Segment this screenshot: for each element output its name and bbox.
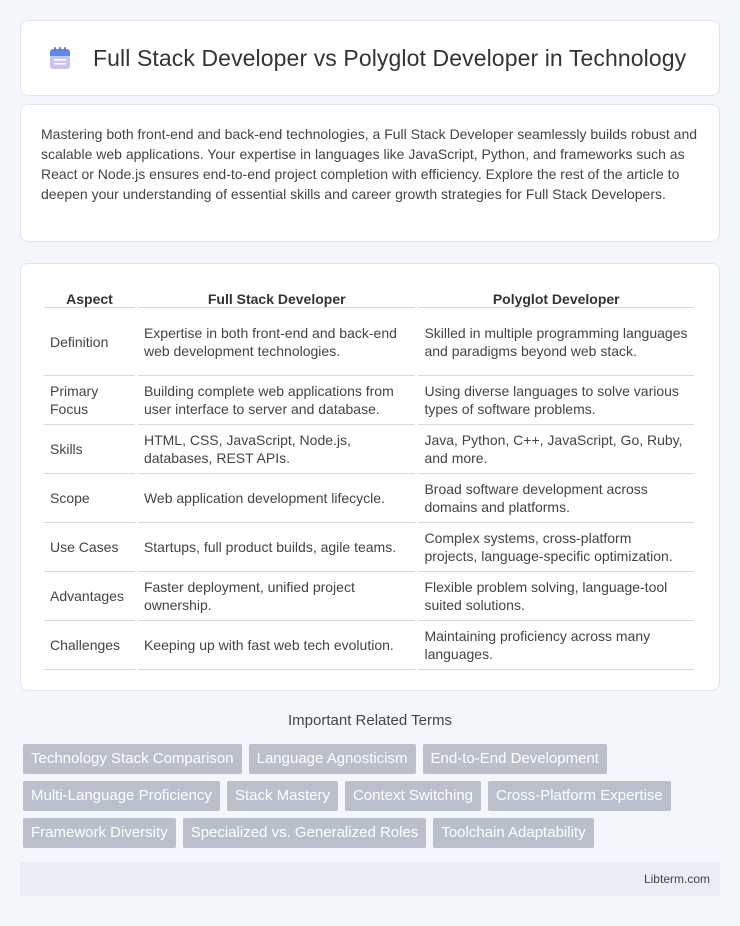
column-header-full-stack: Full Stack Developer bbox=[138, 284, 416, 308]
column-header-aspect: Aspect bbox=[44, 284, 135, 308]
comparison-card bbox=[20, 263, 720, 691]
table-row bbox=[44, 425, 694, 474]
table-row bbox=[44, 572, 694, 621]
aspect-cell: Primary Focus bbox=[44, 376, 135, 425]
table-row bbox=[44, 308, 694, 376]
related-term-tag[interactable]: Stack Mastery bbox=[227, 781, 338, 811]
full-stack-cell: Expertise in both front-end and back-end web development technologies. bbox=[138, 308, 416, 376]
full-stack-cell: Startups, full product builds, agile teams. bbox=[138, 523, 416, 572]
intro-text: Mastering both front-end and back-end technologies, a Full Stack Developer seamlessly builds robust and scalable web applications. Your expertise in languages like JavaScript, Python, and frameworks such as React or Node.js ensures end-to-end project completion with efficiency. Explore the rest of the article to deepen your understanding of essential skills and career growth strategies for Full Stack Developers. bbox=[41, 126, 698, 202]
page-title: Full Stack Developer vs Polyglot Developer in Technology bbox=[93, 44, 687, 71]
table-row bbox=[44, 621, 694, 670]
column-header-polyglot: Polyglot Developer bbox=[418, 284, 694, 308]
related-term-tag[interactable]: Framework Diversity bbox=[23, 818, 176, 848]
table-row bbox=[44, 523, 694, 572]
aspect-cell: Scope bbox=[44, 474, 135, 523]
aspect-cell: Use Cases bbox=[44, 523, 135, 572]
related-term-tag[interactable]: End-to-End Development bbox=[423, 744, 607, 774]
related-terms-title: Important Related Terms bbox=[288, 712, 452, 729]
intro-card bbox=[20, 104, 720, 242]
table-row bbox=[44, 376, 694, 425]
polyglot-cell: Broad software development across domains and platforms. bbox=[418, 474, 694, 523]
aspect-cell: Challenges bbox=[44, 621, 135, 670]
polyglot-cell: Using diverse languages to solve various types of software problems. bbox=[418, 376, 694, 425]
polyglot-cell: Maintaining proficiency across many languages. bbox=[418, 621, 694, 670]
aspect-cell: Skills bbox=[44, 425, 135, 474]
comparison-table bbox=[41, 284, 697, 670]
related-term-tag[interactable]: Language Agnosticism bbox=[249, 744, 416, 774]
full-stack-cell: Building complete web applications from user interface to server and database. bbox=[138, 376, 416, 425]
polyglot-cell: Java, Python, C++, JavaScript, Go, Ruby, and more. bbox=[418, 425, 694, 474]
tag-row bbox=[23, 744, 723, 774]
full-stack-cell: HTML, CSS, JavaScript, Node.js, databases, REST APIs. bbox=[138, 425, 416, 474]
polyglot-cell: Skilled in multiple programming languages and paradigms beyond web stack. bbox=[418, 308, 694, 376]
table-row bbox=[44, 474, 694, 523]
related-term-tag[interactable]: Context Switching bbox=[345, 781, 481, 811]
aspect-cell: Definition bbox=[44, 308, 135, 376]
related-term-tag[interactable]: Technology Stack Comparison bbox=[23, 744, 242, 774]
related-term-tag[interactable]: Specialized vs. Generalized Roles bbox=[183, 818, 427, 848]
tag-row bbox=[23, 818, 723, 848]
footer bbox=[20, 862, 720, 896]
header-card bbox=[20, 20, 720, 96]
full-stack-cell: Faster deployment, unified project ownership. bbox=[138, 572, 416, 621]
notepad-icon bbox=[47, 45, 73, 71]
related-term-tag[interactable]: Toolchain Adaptability bbox=[433, 818, 593, 848]
tag-row bbox=[23, 781, 723, 811]
related-term-tag[interactable]: Cross-Platform Expertise bbox=[488, 781, 671, 811]
polyglot-cell: Complex systems, cross-platform projects, language-specific optimization. bbox=[418, 523, 694, 572]
full-stack-cell: Web application development lifecycle. bbox=[138, 474, 416, 523]
related-term-tag[interactable]: Multi-Language Proficiency bbox=[23, 781, 220, 811]
footer-site-link[interactable]: Libterm.com bbox=[643, 872, 710, 886]
related-terms-list bbox=[23, 744, 723, 855]
aspect-cell: Advantages bbox=[44, 572, 135, 621]
full-stack-cell: Keeping up with fast web tech evolution. bbox=[138, 621, 416, 670]
polyglot-cell: Flexible problem solving, language-tool suited solutions. bbox=[418, 572, 694, 621]
